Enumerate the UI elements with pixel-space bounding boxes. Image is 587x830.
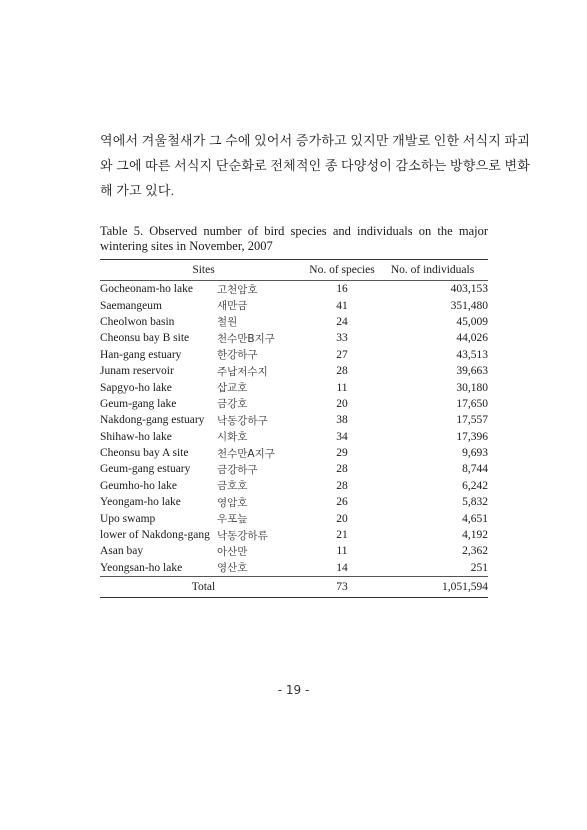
individual-count: 6,242: [462, 479, 488, 492]
page-number: - 19 -: [277, 683, 310, 697]
species-count: 11: [336, 545, 348, 558]
species-count: 28: [336, 463, 348, 476]
site-korean-name: 낙동강하류: [217, 529, 268, 542]
table-row: [100, 527, 488, 543]
species-count: 11: [336, 381, 348, 394]
individual-count: 45,009: [456, 315, 488, 328]
site-korean-name: 삽교호: [217, 382, 248, 395]
individual-count: 4,651: [462, 512, 488, 525]
site-name: Yeongam-ho lake: [100, 496, 181, 509]
species-count: 20: [336, 397, 348, 410]
individual-count: 8,744: [462, 463, 488, 476]
site-name: Cheolwon basin: [100, 315, 175, 328]
individual-count: 4,192: [462, 529, 488, 542]
site-name: Geumho-ho lake: [100, 479, 177, 492]
individual-count: 44,026: [456, 332, 488, 345]
total-individuals: 1,051,594: [377, 577, 488, 598]
site-korean-name: 우포늪: [217, 513, 248, 526]
individual-count: 251: [470, 561, 488, 574]
paragraph-line: 와 그에 따른 서식지 단순화로 전체적인 종 다양성이 감소하는 방향으로 변화: [100, 158, 530, 173]
species-count: 34: [336, 430, 348, 443]
site-korean-name: 금호호: [217, 480, 248, 493]
site-korean-name: 주남저수지: [217, 365, 268, 378]
individual-count: 39,663: [456, 365, 488, 378]
species-count: 21: [336, 529, 348, 542]
site-name: Junam reservoir: [100, 365, 174, 378]
table-row: [100, 445, 488, 461]
header-individuals: No. of individuals: [377, 260, 488, 281]
caption-line: wintering sites in November, 2007: [100, 239, 273, 253]
caption-line: Table 5. Observed number of bird species and individuals on the major: [100, 224, 488, 238]
table-row: [100, 363, 488, 379]
header-species: No. of species: [307, 260, 377, 281]
site-name: lower of Nakdong-gang: [100, 529, 210, 542]
site-name: Shihaw-ho lake: [100, 430, 172, 443]
species-count: 26: [336, 496, 348, 509]
site-name: Geum-gang estuary: [100, 463, 191, 476]
table-row: [100, 560, 488, 577]
header-row: [100, 260, 488, 281]
table-header: [100, 260, 488, 281]
body-paragraph: [100, 128, 530, 203]
site-korean-name: 금강하구: [217, 463, 258, 476]
site-name: Yeongsan-ho lake: [100, 561, 183, 574]
table-row: [100, 494, 488, 510]
table-row: [100, 314, 488, 330]
species-count: 28: [336, 479, 348, 492]
site-korean-name: 아산만: [217, 545, 248, 558]
table-row: [100, 396, 488, 412]
total-species: 73: [307, 577, 377, 598]
site-korean-name: 낙동강하구: [217, 414, 268, 427]
table-row: [100, 412, 488, 428]
individual-count: 17,396: [456, 430, 488, 443]
site-name: Nakdong-gang estuary: [100, 414, 205, 427]
individual-count: 403,153: [450, 283, 488, 296]
site-name: Saemangeum: [100, 299, 162, 312]
site-korean-name: 한강하구: [217, 349, 258, 362]
table-row: [100, 429, 488, 445]
table-row: [100, 297, 488, 313]
individual-count: 9,693: [462, 447, 488, 460]
species-count: 14: [336, 561, 348, 574]
paragraph-line: 해 가고 있다.: [100, 183, 175, 198]
paragraph-line: 역에서 겨울철새가 그 수에 있어서 증가하고 있지만 개발로 인한 서식지 파괴: [100, 133, 530, 148]
individual-count: 2,362: [462, 545, 488, 558]
individual-count: 30,180: [456, 381, 488, 394]
site-korean-name: 철원: [217, 316, 238, 329]
species-count: 29: [336, 447, 348, 460]
site-name: Upo swamp: [100, 512, 156, 525]
individual-count: 43,513: [456, 348, 488, 361]
site-korean-name: 영암호: [217, 496, 248, 509]
site-name: Geum-gang lake: [100, 397, 177, 410]
site-korean-name: 영산호: [217, 562, 248, 575]
species-count: 16: [336, 283, 348, 296]
site-korean-name: 천수만B지구: [217, 332, 275, 345]
site-name: Cheonsu bay B site: [100, 332, 190, 345]
site-name: Cheonsu bay A site: [100, 447, 189, 460]
total-row: [100, 577, 488, 598]
individual-count: 17,650: [456, 397, 488, 410]
table-row: [100, 347, 488, 363]
species-count: 20: [336, 512, 348, 525]
site-korean-name: 시화호: [217, 431, 248, 444]
table-row: [100, 510, 488, 526]
species-count: 41: [336, 299, 348, 312]
site-name: Han-gang estuary: [100, 348, 182, 361]
table-row: [100, 379, 488, 395]
table-row: [100, 543, 488, 559]
species-count: 24: [336, 315, 348, 328]
site-name: Sapgyo-ho lake: [100, 381, 172, 394]
bird-count-table: [100, 259, 488, 598]
total-label: Total: [100, 577, 307, 598]
table-row: [100, 461, 488, 477]
site-korean-name: 천수만A지구: [217, 447, 275, 460]
table-row: [100, 281, 488, 298]
table-footer: [100, 577, 488, 598]
species-count: 33: [336, 332, 348, 345]
site-korean-name: 고천암호: [217, 283, 258, 296]
table-row: [100, 478, 488, 494]
table-body: [100, 281, 488, 577]
individual-count: 17,557: [456, 414, 488, 427]
individual-count: 351,480: [450, 299, 488, 312]
table-caption: [100, 224, 488, 254]
table-row: [100, 330, 488, 346]
site-name: Gocheonam-ho lake: [100, 283, 193, 296]
site-korean-name: 금강호: [217, 398, 248, 411]
site-name: Asan bay: [100, 545, 144, 558]
species-count: 38: [336, 414, 348, 427]
header-sites: Sites: [100, 260, 307, 281]
individual-count: 5,832: [462, 496, 488, 509]
species-count: 28: [336, 365, 348, 378]
species-count: 27: [336, 348, 348, 361]
site-korean-name: 새만금: [217, 300, 248, 313]
